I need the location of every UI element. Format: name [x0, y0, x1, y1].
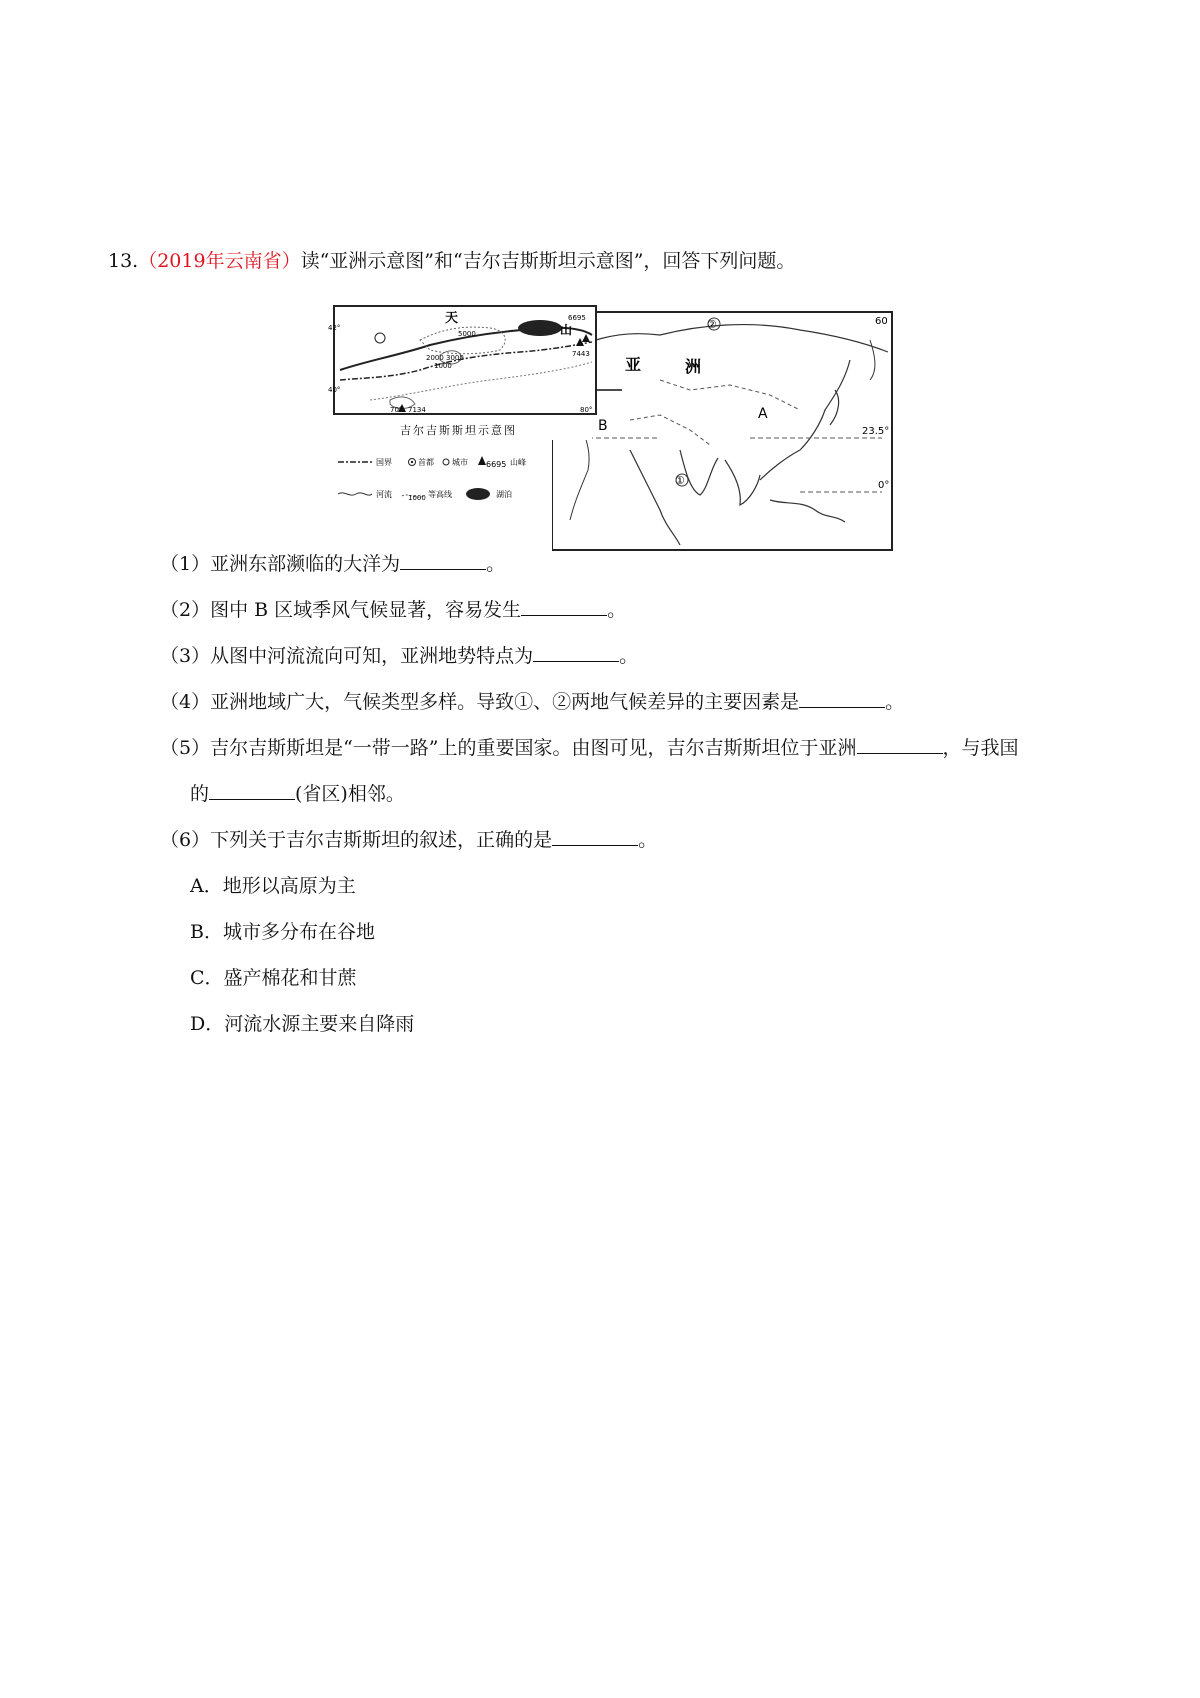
- question-number: 13.: [108, 250, 139, 272]
- map-label-circle1: ①: [675, 474, 685, 487]
- subquestion-text: （2）图中 B 区域季风气候显著，容易发生: [160, 599, 522, 621]
- subquestion-2: [160, 596, 626, 624]
- question-stem: [108, 247, 795, 275]
- subquestion-6: [160, 826, 657, 854]
- subquestion-text-end: 。: [486, 553, 506, 575]
- legend-contour-value: 1000: [408, 494, 426, 502]
- answer-blank[interactable]: [400, 551, 486, 570]
- map-label-lat-0: 0°: [878, 480, 890, 491]
- asia-map: [552, 312, 892, 550]
- option-letter: C．: [190, 967, 224, 989]
- map-label-zhou: 洲: [685, 357, 702, 376]
- map-label-B: B: [598, 418, 608, 434]
- option-a[interactable]: [190, 872, 356, 900]
- map-legend: [330, 440, 552, 552]
- option-letter: B．: [190, 921, 223, 943]
- option-letter: D．: [190, 1013, 225, 1035]
- map-label-A: A: [758, 406, 768, 422]
- question-text: 读“亚洲示意图”和“吉尔吉斯斯坦示意图”，回答下列问题。: [300, 250, 796, 272]
- subquestion-text: （6）下列关于吉尔吉斯斯坦的叙述，正确的是: [160, 829, 553, 851]
- subquestion-3: [160, 642, 638, 670]
- subquestion-text: 的: [190, 783, 210, 805]
- subquestion-text: （5）吉尔吉斯斯坦是“一带一路”上的重要国家。由图可见，吉尔吉斯斯坦位于亚洲: [160, 737, 857, 759]
- option-text: 河流水源主要来自降雨: [224, 1013, 415, 1035]
- map-label-lat-23: 23.5°: [862, 426, 890, 437]
- inset-label-6695: 6695: [568, 314, 586, 322]
- map-label-circle2: ②: [707, 318, 717, 331]
- map-label-60: 60: [875, 316, 888, 327]
- option-text: 地形以高原为主: [222, 875, 356, 897]
- subquestion-text-end: 。: [638, 829, 658, 851]
- option-d[interactable]: [190, 1010, 414, 1038]
- legend-peak: 山峰: [510, 458, 526, 467]
- subquestion-text-end: (省区)相邻。: [295, 783, 405, 805]
- inset-title: 吉尔吉斯斯坦示意图: [400, 424, 517, 437]
- subquestion-text-end: 。: [885, 691, 905, 713]
- inset-label-tian: 天: [445, 311, 459, 326]
- inset-label-3000: 3000: [446, 354, 464, 362]
- legend-city: 城市: [452, 458, 468, 467]
- subquestion-5: [160, 734, 1019, 762]
- inset-label-lon80: 80°: [580, 406, 593, 414]
- kyrgyz-inset: [328, 300, 596, 440]
- inset-label-5000: 5000: [458, 330, 476, 338]
- option-text: 盛产棉花和甘蔗: [223, 967, 357, 989]
- inset-label-lon70: 70°: [390, 406, 403, 414]
- subquestion-5-continued: [190, 780, 405, 808]
- legend-river: 河流: [376, 490, 392, 499]
- legend-capital: 首都: [418, 458, 434, 467]
- map-figure: [330, 300, 895, 552]
- legend-border: 国界: [376, 458, 392, 467]
- answer-blank[interactable]: [209, 781, 295, 800]
- answer-blank[interactable]: [799, 689, 885, 708]
- option-letter: A．: [190, 875, 223, 897]
- legend-lake: 湖泊: [496, 490, 512, 499]
- subquestion-text-end: 。: [607, 599, 627, 621]
- inset-label-1000: 1000: [434, 362, 452, 370]
- option-c[interactable]: [190, 964, 357, 992]
- inset-label-lat42: 42°: [328, 324, 341, 332]
- subquestion-text: （1）亚洲东部濒临的大洋为: [160, 553, 401, 575]
- answer-blank[interactable]: [533, 643, 619, 662]
- map-label-ya: 亚: [625, 355, 642, 374]
- legend-contour: 等高线: [428, 490, 452, 499]
- inset-label-shan: 山: [560, 323, 573, 337]
- inset-label-lat40: 40°: [328, 386, 341, 394]
- option-b[interactable]: [190, 918, 375, 946]
- option-text: 城市多分布在谷地: [222, 921, 375, 943]
- subquestion-text: （3）从图中河流流向可知，亚洲地势特点为: [160, 645, 534, 667]
- answer-blank[interactable]: [552, 827, 638, 846]
- subquestion-text: （4）亚洲地域广大，气候类型多样。导致①、②两地气候差异的主要因素是: [160, 691, 800, 713]
- subquestion-text-end: 。: [619, 645, 639, 667]
- subquestion-1: [160, 550, 505, 578]
- subquestion-4: [160, 688, 904, 716]
- inset-label-7443: 7443: [572, 350, 590, 358]
- inset-label-7134: 7134: [408, 406, 426, 414]
- answer-blank[interactable]: [857, 735, 943, 754]
- answer-blank[interactable]: [521, 597, 607, 616]
- legend-peak-value: 6695: [486, 460, 507, 469]
- inset-label-2000: 2000: [426, 354, 444, 362]
- subquestion-text-end: ，与我国: [942, 737, 1019, 759]
- question-source: （2019年云南省）: [138, 250, 301, 272]
